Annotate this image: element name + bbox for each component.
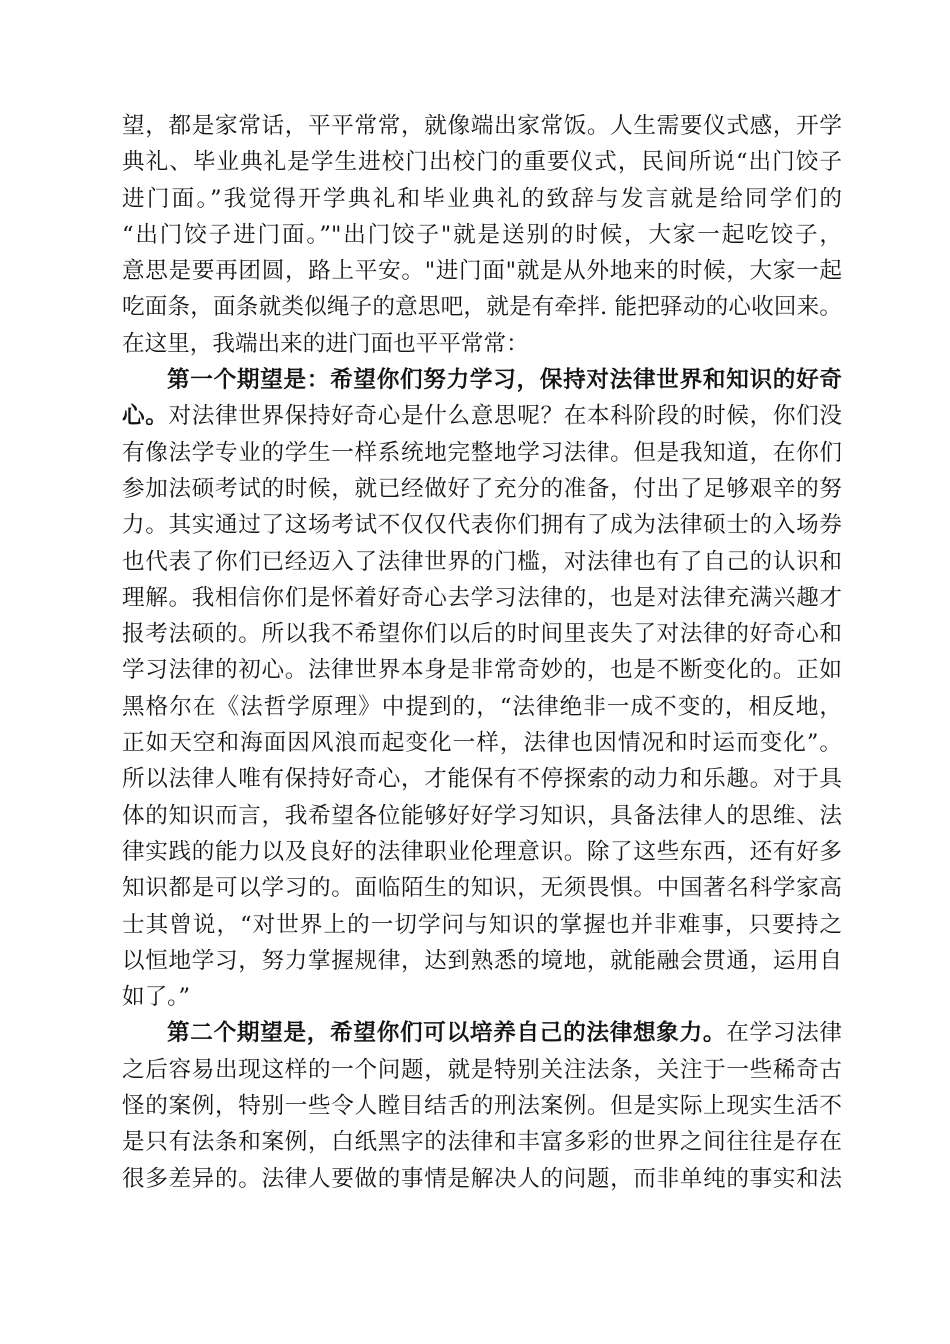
body-text: 体的知识而言，我希望各位能够好好学习知识，具备法律人的思维、法 <box>122 802 842 829</box>
body-text: 之后容易出现这样的一个问题，就是特别关注法条，关注于一些稀奇古 <box>122 1056 842 1083</box>
body-text: 很多差异的。法律人要做的事情是解决人的问题，而非单纯的事实和法 <box>122 1165 842 1192</box>
body-text: 学习法律的初心。法律世界本身是非常奇妙的，也是不断变化的。正如 <box>122 657 842 684</box>
text-line <box>122 616 842 652</box>
text-line <box>122 580 842 616</box>
text-line <box>122 907 842 943</box>
text-line <box>122 725 842 761</box>
text-line <box>122 689 842 725</box>
body-text: 也代表了你们已经迈入了法律世界的门槛，对法律也有了自己的认识和 <box>122 548 842 575</box>
paragraph-first-line <box>122 1015 842 1051</box>
text-line <box>122 761 842 797</box>
emphasis-text: 心。 <box>122 403 169 430</box>
text-line <box>122 979 842 1015</box>
text-line <box>122 435 842 471</box>
body-text: 典礼、毕业典礼是学生进校门出校门的重要仪式，民间所说“出门饺子 <box>122 149 842 176</box>
emphasis-text: 第一个期望是：希望你们努力学习，保持对法律世界和知识的好奇 <box>167 367 842 394</box>
body-text: 士其曾说，“对世界上的一切学问与知识的掌握也并非难事，只要持之 <box>122 911 842 938</box>
text-line <box>122 471 842 507</box>
body-text: 意思是要再团圆，路上平安。"进门面"就是从外地来的时候，大家一起 <box>122 258 842 285</box>
body-text: 黑格尔在《法哲学原理》中提到的，“法律绝非一成不变的，相反地， <box>122 693 842 720</box>
body-text: 在这里，我端出来的进门面也平平常常： <box>122 330 529 357</box>
body-text: 对法律世界保持好奇心是什么意思呢？在本科阶段的时候，你们没 <box>168 403 842 430</box>
body-text: 知识都是可以学习的。面临陌生的知识，无须畏惧。中国著名科学家高 <box>122 875 842 902</box>
body-text: 吃面条，面条就类似绳子的意思吧，就是有牵拌. 能把驿动的心收回来。 <box>122 294 842 321</box>
text-line <box>122 544 842 580</box>
body-text: 正如天空和海面因风浪而起变化一样，法律也因情况和时运而变化”。 <box>122 730 842 757</box>
emphasis-text: 第二个期望是，希望你们可以培养自己的法律想象力。 <box>167 1020 727 1047</box>
body-text: 律实践的能力以及良好的法律职业伦理意识。除了这些东西，还有好多 <box>122 838 842 865</box>
text-line <box>122 1088 842 1124</box>
body-text: 望，都是家常话，平平常常，就像端出家常饭。人生需要仪式感，开学 <box>122 113 842 139</box>
body-text: 理解。我相信你们是怀着好奇心去学习法律的，也是对法律充满兴趣才 <box>122 584 842 611</box>
text-line <box>122 144 842 180</box>
text-line <box>122 108 842 144</box>
body-text: 报考法硕的。所以我不希望你们以后的时间里丧失了对法律的好奇心和 <box>122 621 842 648</box>
text-line <box>122 289 842 325</box>
text-line <box>122 943 842 979</box>
text-line <box>122 1161 842 1197</box>
text-line <box>122 507 842 543</box>
document-page <box>122 108 842 1197</box>
body-text: 所以法律人唯有保持好奇心，才能保有不停探索的动力和乐趣。对于具 <box>122 766 842 793</box>
text-line <box>122 652 842 688</box>
text-line <box>122 217 842 253</box>
text-line <box>122 398 842 434</box>
text-line <box>122 1124 842 1160</box>
body-text: 进门面。”我觉得开学典礼和毕业典礼的致辞与发言就是给同学们的 <box>122 185 842 212</box>
text-line <box>122 253 842 289</box>
body-text: 怪的案例，特别一些令人瞠目结舌的刑法案例。但是实际上现实生活不 <box>122 1093 842 1120</box>
text-line <box>122 798 842 834</box>
text-line <box>122 326 842 362</box>
body-text: 参加法硕考试的时候，就已经做好了充分的准备，付出了足够艰辛的努 <box>122 475 842 502</box>
text-line <box>122 834 842 870</box>
body-text: 在学习法律 <box>726 1020 842 1047</box>
text-line <box>122 870 842 906</box>
body-text: 如了。” <box>122 984 191 1011</box>
body-text: “出门饺子进门面。”"出门饺子"就是送别的时候，大家一起吃饺子， <box>122 221 842 248</box>
paragraph-first-line <box>122 362 842 398</box>
body-text: 是只有法条和案例，白纸黑字的法律和丰富多彩的世界之间往往是存在 <box>122 1129 842 1156</box>
body-text: 有像法学专业的学生一样系统地完整地学习法律。但是我知道，在你们 <box>122 439 842 466</box>
body-text: 力。其实通过了这场考试不仅仅代表你们拥有了成为法律硕士的入场券 <box>122 512 842 539</box>
text-line <box>122 181 842 217</box>
text-line <box>122 1052 842 1088</box>
body-text: 以恒地学习，努力掌握规律，达到熟悉的境地，就能融会贯通，运用自 <box>122 947 842 974</box>
